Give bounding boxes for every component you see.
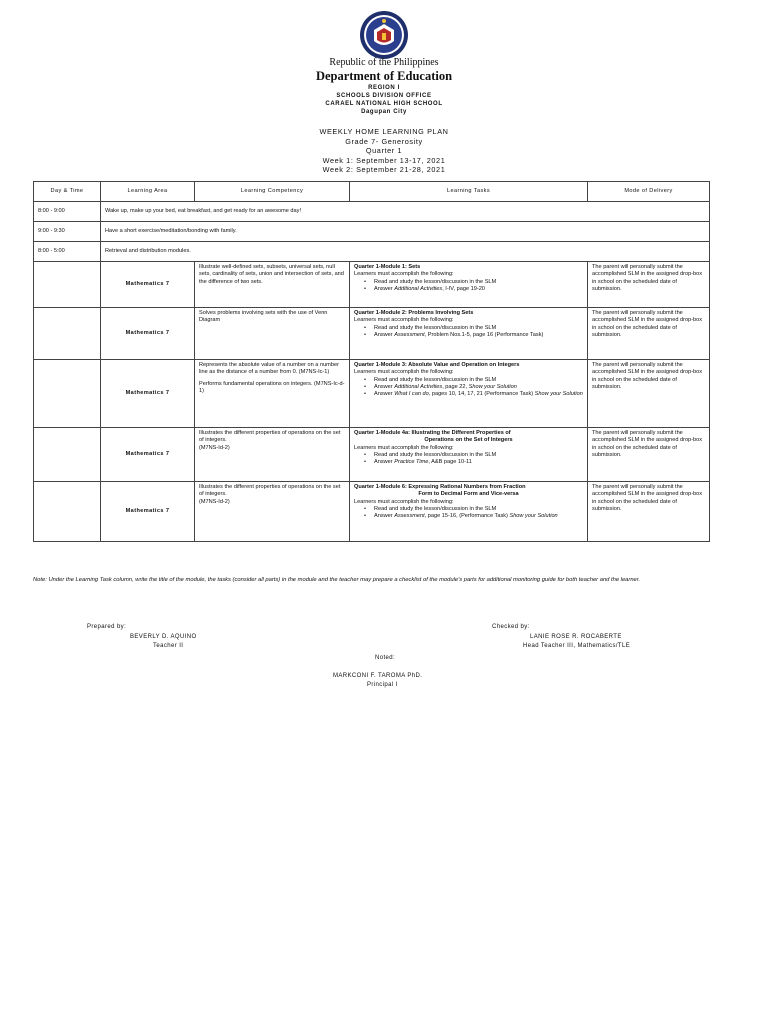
deped-seal-icon bbox=[359, 10, 409, 60]
activity-cell: Have a short exercise/meditation/bonding with family. bbox=[101, 222, 710, 242]
time-cell bbox=[34, 482, 101, 542]
republic-line: Republic of the Philippines bbox=[329, 57, 439, 68]
task-cell bbox=[350, 482, 588, 542]
competency-code: (M7NS-Id-2) bbox=[199, 498, 230, 505]
task-text: Answer bbox=[374, 331, 395, 338]
delivery-cell: The parent will personally submit the accomplished SLM in the assigned drop-box in school on the scheduled date of submission. bbox=[588, 482, 710, 542]
region-line: REGION I bbox=[368, 85, 400, 91]
table-row bbox=[34, 222, 710, 242]
activity-cell: Wake up, make up your bed, eat breakfast, and get ready for an awesome day! bbox=[101, 202, 710, 222]
competency-text: Performs fundamental operations on integers. (M7NS-Ic-d-1) bbox=[199, 380, 345, 394]
task-text: Answer bbox=[374, 459, 395, 466]
task-text: , page 15-16, (Performance Task) bbox=[424, 513, 510, 520]
task-intro: Learners must accomplish the following: bbox=[354, 444, 454, 451]
table-row bbox=[34, 308, 710, 360]
plan-week-1: Week 1: September 13-17, 2021 bbox=[322, 155, 446, 165]
competency-cell: Illustrate well-defined sets, subsets, universal sets, null sets, cardinality of sets, union and intersection of sets, and the difference of two sets. bbox=[195, 262, 350, 308]
task-text: , A&B page 10-11 bbox=[428, 459, 472, 466]
task-intro: Learners must accomplish the following: bbox=[354, 271, 454, 278]
task-intro: Learners must accomplish the following: bbox=[354, 498, 454, 505]
learning-area-cell: Mathematics 7 bbox=[101, 482, 195, 542]
noted-name: MARKCONI F. TAROMA PhD. bbox=[333, 673, 423, 679]
office-block bbox=[0, 84, 768, 116]
task-title-continued: Operations on the Set of Integers bbox=[424, 437, 513, 444]
task-list bbox=[354, 506, 583, 521]
list-item bbox=[374, 459, 583, 466]
column-header: Mode of Delivery bbox=[588, 182, 710, 202]
competency-cell bbox=[195, 360, 350, 428]
task-title: Quarter 1-Module 1: Sets bbox=[354, 264, 421, 270]
task-title: Quarter 1-Module 2: Problems Involving Sets bbox=[354, 310, 474, 316]
competency-code: (M7NS-Id-2) bbox=[199, 444, 230, 451]
plan-week-2: Week 2: September 21-28, 2021 bbox=[322, 165, 446, 174]
list-item bbox=[374, 332, 583, 339]
plan-quarter: Quarter 1 bbox=[365, 146, 403, 155]
delivery-cell: The parent will personally submit the accomplished SLM in the assigned drop-box in school on the scheduled date of submission. bbox=[588, 428, 710, 482]
task-title: Quarter 1-Module 4a: Illustrating the Different Properties of bbox=[354, 430, 511, 436]
department-name: Department of Education bbox=[315, 69, 453, 83]
list-item: • Read and study the lesson/discussion in the SLM bbox=[374, 279, 583, 286]
task-emphasis: Show your Solution bbox=[509, 513, 558, 520]
task-text: , page 22, bbox=[442, 383, 469, 390]
checked-label: Checked by: bbox=[492, 624, 530, 630]
learning-plan-table bbox=[33, 181, 710, 542]
task-emphasis: Practice Time bbox=[394, 459, 429, 466]
competency-cell bbox=[195, 428, 350, 482]
learning-area-cell: Mathematics 7 bbox=[101, 360, 195, 428]
checked-title: Head Teacher III, Mathematics/TLE bbox=[523, 643, 631, 649]
task-title: Quarter 1-Module 6: Expressing Rational Numbers from Fraction bbox=[354, 484, 526, 490]
learning-area-cell: Mathematics 7 bbox=[101, 262, 195, 308]
plan-grade: Grade 7- Generosity bbox=[345, 136, 423, 146]
learning-area-cell: Mathematics 7 bbox=[101, 428, 195, 482]
table-row bbox=[34, 482, 710, 542]
task-text: Answer bbox=[374, 513, 395, 520]
time-cell: 8:00 - 5:00 bbox=[34, 242, 101, 262]
task-emphasis: Show your Solution bbox=[534, 391, 583, 398]
task-list bbox=[354, 325, 583, 340]
column-header: Learning Tasks bbox=[350, 182, 588, 202]
list-item: • Read and study the lesson/discussion in the SLM bbox=[374, 452, 583, 459]
time-cell bbox=[34, 360, 101, 428]
list-item bbox=[374, 391, 583, 398]
task-title: Quarter 1-Module 3: Absolute Value and Operation on Integers bbox=[354, 362, 520, 368]
learning-area-cell: Mathematics 7 bbox=[101, 308, 195, 360]
table-row bbox=[34, 242, 710, 262]
table-row bbox=[34, 428, 710, 482]
task-list bbox=[354, 377, 583, 399]
task-cell bbox=[350, 428, 588, 482]
noted-label: Noted: bbox=[375, 655, 396, 661]
prepared-name: BEVERLY D. AQUINO bbox=[130, 634, 197, 640]
task-cell bbox=[350, 360, 588, 428]
task-intro: Learners must accomplish the following: bbox=[354, 369, 454, 376]
list-item: • Read and study the lesson/discussion in the SLM bbox=[374, 377, 583, 384]
time-cell bbox=[34, 262, 101, 308]
delivery-cell: The parent will personally submit the accomplished SLM in the assigned drop-box in school on the scheduled date of submission. bbox=[588, 360, 710, 428]
city-line: Dagupan City bbox=[361, 109, 407, 115]
table-row bbox=[34, 202, 710, 222]
activity-cell: Retrieval and distribution modules. bbox=[101, 242, 710, 262]
task-text: , pages 10, 14, 17, 21 (Performance Task) bbox=[428, 391, 535, 398]
task-text: Answer bbox=[374, 285, 395, 292]
time-cell: 8:00 - 9:00 bbox=[34, 202, 101, 222]
task-emphasis: What I can do bbox=[394, 391, 429, 398]
table-header-row bbox=[34, 182, 710, 202]
task-emphasis: Assessment bbox=[394, 331, 425, 338]
time-cell bbox=[34, 308, 101, 360]
task-list bbox=[354, 279, 583, 294]
task-emphasis: Show your Solution bbox=[468, 383, 517, 390]
competency-text: Illustrates the different properties of operations on the set of integers. bbox=[199, 430, 341, 444]
time-cell bbox=[34, 428, 101, 482]
plan-title: WEEKLY HOME LEARNING PLAN bbox=[319, 127, 449, 136]
competency-text: Illustrates the different properties of operations on the set of integers. bbox=[199, 484, 341, 498]
task-emphasis: Additional Activities bbox=[394, 383, 443, 390]
plan-heading bbox=[0, 127, 768, 175]
prepared-title: Teacher II bbox=[153, 643, 184, 649]
competency-cell: Solves problems involving sets with the use of Venn Diagram bbox=[195, 308, 350, 360]
prepared-label: Prepared by: bbox=[87, 624, 127, 630]
list-item: • Read and study the lesson/discussion in the SLM bbox=[374, 506, 583, 513]
list-item bbox=[374, 513, 583, 520]
column-header: Learning Area bbox=[101, 182, 195, 202]
task-text: Answer bbox=[374, 391, 395, 398]
division-line: SCHOOLS DIVISION OFFICE bbox=[336, 93, 432, 99]
table-note: Note: Under the Learning Task column, write the title of the module, the tasks (consider all parts) in the module and the teacher may prepare a checklist of the module's parts for additional monitoring guide for both teacher and the learner. bbox=[33, 577, 641, 583]
task-cell bbox=[350, 262, 588, 308]
task-text: Answer bbox=[374, 383, 395, 390]
list-item: • Read and study the lesson/discussion in the SLM bbox=[374, 325, 583, 332]
competency-cell bbox=[195, 482, 350, 542]
list-item bbox=[374, 286, 583, 293]
delivery-cell: The parent will personally submit the accomplished SLM in the assigned drop-box in school on the scheduled date of submission. bbox=[588, 262, 710, 308]
school-line: CARAEL NATIONAL HIGH SCHOOL bbox=[325, 101, 443, 107]
table-row bbox=[34, 360, 710, 428]
column-header: Day & Time bbox=[34, 182, 101, 202]
noted-title: Principal I bbox=[367, 682, 398, 688]
table-row bbox=[34, 262, 710, 308]
task-text: , I-IV, page 19-20 bbox=[442, 285, 485, 292]
time-cell: 9:00 - 9:30 bbox=[34, 222, 101, 242]
task-title-continued: Form to Decimal Form and Vice-versa bbox=[418, 491, 519, 498]
task-cell bbox=[350, 308, 588, 360]
task-emphasis: Assessment bbox=[394, 513, 425, 520]
task-text: , Problem Nos.1-5, page 16 (Performance Task) bbox=[424, 331, 544, 338]
column-header: Learning Competency bbox=[195, 182, 350, 202]
task-intro: Learners must accomplish the following: bbox=[354, 317, 454, 324]
competency-text: Represents the absolute value of a number on a number line as the distance of a number from 0. (M7NS-Ic-1) bbox=[199, 362, 339, 376]
delivery-cell: The parent will personally submit the accomplished SLM in the assigned drop-box in school on the scheduled date of submission. bbox=[588, 308, 710, 360]
task-list bbox=[354, 452, 583, 467]
checked-name: LANIE ROSE R. ROCABERTE bbox=[530, 634, 622, 640]
list-item bbox=[374, 384, 583, 391]
task-emphasis: Additional Activities bbox=[394, 285, 443, 292]
